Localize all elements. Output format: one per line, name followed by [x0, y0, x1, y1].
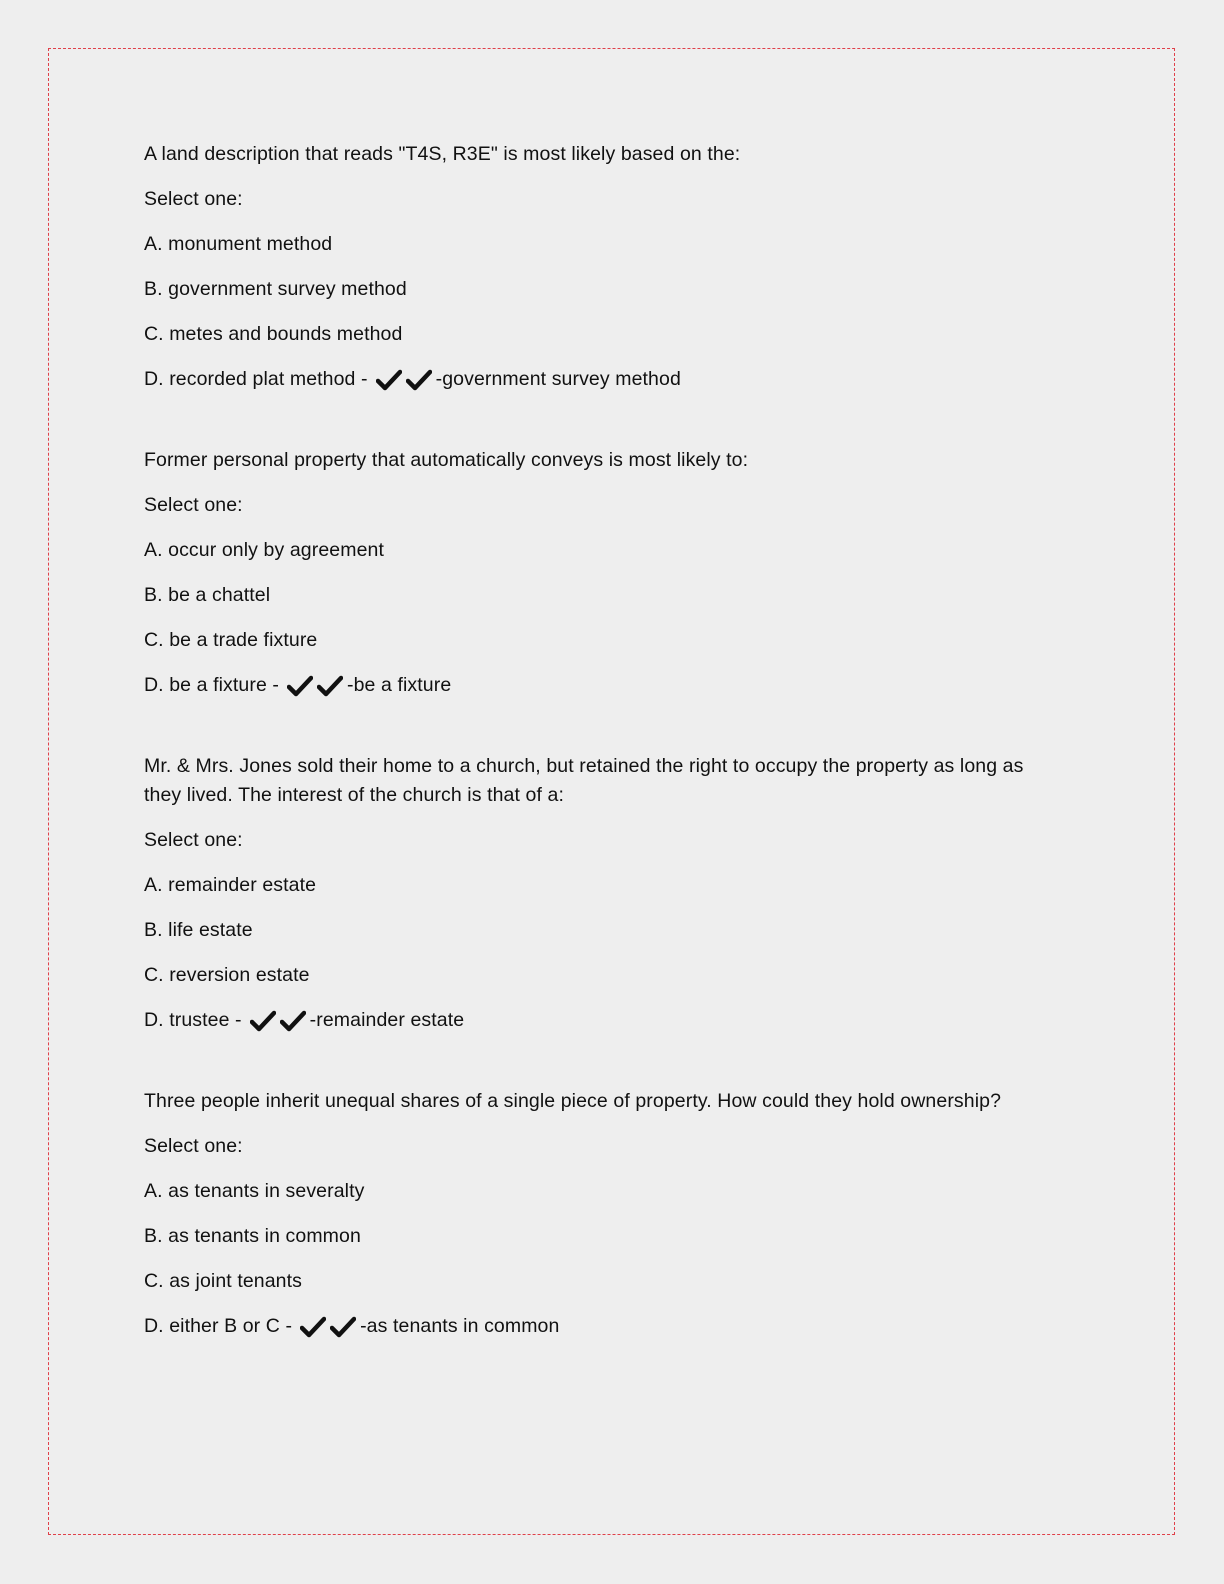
correct-answer: -as tenants in common [360, 1315, 560, 1337]
option-a: A. remainder estate [144, 874, 317, 896]
check-marks [250, 1010, 310, 1032]
question-stem: Mr. & Mrs. Jones sold their home to a church, but retained the right to occupy the property as long as they lived. The interest of the church is that of a: [144, 755, 1024, 806]
option-d-with-answer [144, 1312, 1064, 1341]
option-d-with-answer [144, 671, 1064, 700]
check-icon [376, 369, 402, 391]
correct-answer: -remainder estate [309, 1009, 465, 1031]
option-a: A. as tenants in severalty [144, 1180, 365, 1202]
select-prompt: Select one: [144, 829, 243, 851]
option-c: C. metes and bounds method [144, 323, 403, 345]
check-marks [300, 1316, 360, 1338]
question-4 [144, 1087, 1064, 1341]
question-2 [144, 446, 1064, 700]
option-d-with-answer [144, 1006, 1064, 1035]
correct-answer: -be a fixture [347, 674, 452, 696]
question-1 [144, 140, 1064, 394]
check-icon [300, 1316, 326, 1338]
option-d: D. recorded plat method - [144, 368, 368, 390]
option-a: A. occur only by agreement [144, 539, 384, 561]
option-d: D. either B or C - [144, 1315, 293, 1337]
option-a: A. monument method [144, 233, 333, 255]
quiz-content [144, 140, 1064, 1393]
check-icon [280, 1010, 306, 1032]
check-icon [406, 369, 432, 391]
check-icon [317, 675, 343, 697]
option-d: D. trustee - [144, 1009, 242, 1031]
check-icon [250, 1010, 276, 1032]
select-prompt: Select one: [144, 188, 243, 210]
check-marks [376, 369, 436, 391]
question-stem: Former personal property that automatically conveys is most likely to: [144, 449, 749, 471]
check-icon [287, 675, 313, 697]
select-prompt: Select one: [144, 494, 243, 516]
option-b: B. government survey method [144, 278, 407, 300]
question-3 [144, 752, 1064, 1035]
option-b: B. be a chattel [144, 584, 271, 606]
question-stem: Three people inherit unequal shares of a single piece of property. How could they hold ownership? [144, 1090, 1002, 1112]
check-icon [330, 1316, 356, 1338]
select-prompt: Select one: [144, 1135, 243, 1157]
option-d-with-answer [144, 365, 1064, 394]
option-d: D. be a fixture - [144, 674, 280, 696]
check-marks [287, 675, 347, 697]
question-stem: A land description that reads "T4S, R3E" is most likely based on the: [144, 143, 741, 165]
option-c: C. as joint tenants [144, 1270, 302, 1292]
option-b: B. as tenants in common [144, 1225, 361, 1247]
option-c: C. reversion estate [144, 964, 310, 986]
option-b: B. life estate [144, 919, 253, 941]
option-c: C. be a trade fixture [144, 629, 318, 651]
correct-answer: -government survey method [435, 368, 681, 390]
